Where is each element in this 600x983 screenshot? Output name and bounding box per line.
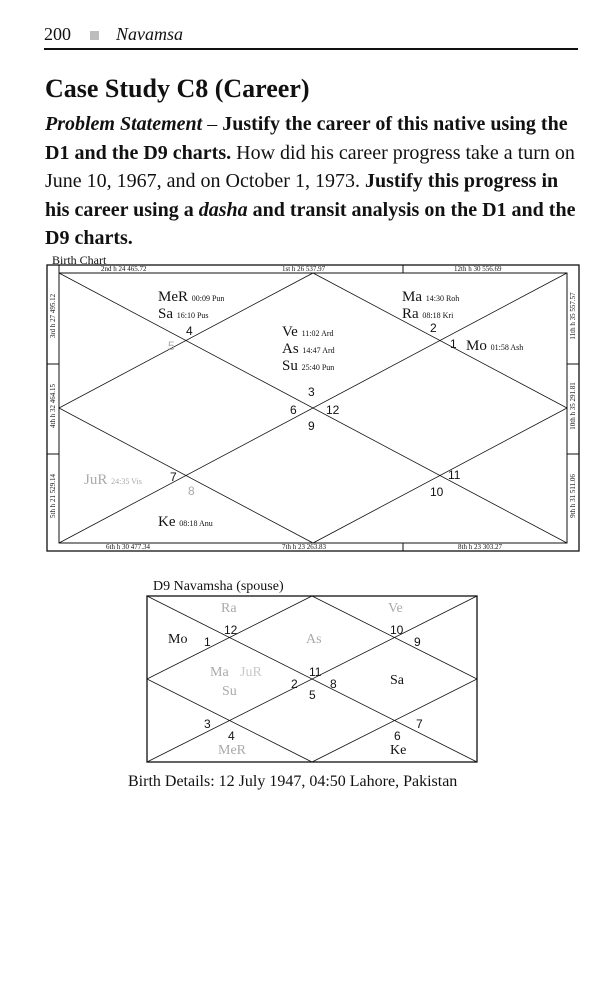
- planet-ascendant-d1: As 14:47 Ard: [282, 341, 335, 357]
- d9-house-number-4: 4: [228, 729, 235, 743]
- house-number-9: 9: [308, 419, 315, 433]
- border-10th-house: 10th h 35 291.81: [569, 382, 577, 430]
- birth-chart-label: Birth Chart: [52, 253, 107, 267]
- border-8th-house: 8th h 23 303.27: [458, 543, 502, 551]
- d9-chart-label: D9 Navamsha (spouse): [153, 579, 284, 594]
- border-11th-house: 11th h 35 557.57: [569, 292, 577, 340]
- d9-house-number-9: 9: [414, 635, 421, 649]
- house-number-12: 12: [326, 403, 340, 417]
- planet-rahu-d9: Ra: [221, 601, 237, 616]
- border-1st-house: 1st h 26 537.97: [282, 265, 326, 273]
- planet-mercury-d1: MeR 00:09 Pun: [158, 289, 225, 305]
- planet-saturn-d9: Sa: [390, 673, 404, 688]
- planet-venus-d1: Ve 11:02 Ard: [282, 324, 334, 340]
- problem-sentence-2: How did his career progress take a turn on June 10, 1967, and on October 1, 1973.: [45, 141, 575, 192]
- house-number-3: 3: [308, 385, 315, 399]
- border-7th-house: 7th h 23 263.83: [282, 543, 326, 551]
- birth-chart-lines: [46, 264, 580, 552]
- d9-house-number-1: 1: [204, 635, 211, 649]
- border-6th-house: 6th h 30 477.34: [106, 543, 150, 551]
- planet-ketu-d9: Ke: [390, 743, 407, 758]
- planet-mars-d1: Ma 14:30 Roh: [402, 289, 460, 305]
- d9-chart: [146, 595, 478, 763]
- d9-house-number-3: 3: [204, 717, 211, 731]
- d9-house-number-7: 7: [416, 717, 423, 731]
- house-number-11: 11: [448, 468, 461, 482]
- planet-rahu-d1: Ra 08:18 Kri: [402, 306, 454, 322]
- section-title: Navamsa: [116, 24, 183, 44]
- d9-house-number-2: 2: [291, 677, 298, 691]
- planet-moon-d9: Mo: [168, 632, 188, 647]
- planet-jupiter-d9: JuR: [240, 665, 262, 680]
- problem-sentence-1: Justify the career of this native using the D1 and the D9 charts.: [45, 113, 568, 164]
- border-5th-house: 5th h 21 529.14: [49, 474, 57, 518]
- house-number-2: 2: [430, 321, 437, 335]
- d9-house-number-6: 6: [394, 729, 401, 743]
- planet-moon-d1: Mo 01:58 Ash: [466, 338, 524, 354]
- birth-chart: [46, 264, 580, 552]
- d9-house-number-12: 12: [224, 623, 238, 637]
- d9-chart-lines: [146, 595, 478, 763]
- planet-sun-d1: Su 25:40 Pun: [282, 358, 335, 374]
- border-9th-house: 9th h 31 511.06: [569, 474, 577, 518]
- planet-saturn-d1: Sa 16:10 Pus: [158, 306, 209, 322]
- planet-mercury-d9: MeR: [218, 743, 246, 758]
- house-number-4: 4: [186, 324, 193, 338]
- problem-label: Problem Statement: [45, 113, 203, 135]
- border-2nd-house: 2nd h 24 465.72: [101, 265, 147, 273]
- d9-house-number-10: 10: [390, 623, 404, 637]
- house-number-8: 8: [188, 484, 195, 498]
- house-number-1: 1: [450, 337, 457, 351]
- planet-mars-d9: Ma: [210, 665, 229, 680]
- planet-jupiter-d1: JuR 24:35 Vis: [84, 472, 142, 488]
- planet-venus-d9: Ve: [388, 601, 403, 616]
- problem-sentence-3: Justify this progress in his career using a: [45, 170, 559, 221]
- border-12th-house: 12th h 30 556.69: [454, 265, 502, 273]
- house-number-7: 7: [170, 470, 177, 484]
- planet-ascendant-d9: As: [306, 632, 322, 647]
- problem-dash: –: [202, 113, 223, 135]
- d9-house-number-5: 5: [309, 688, 316, 702]
- page-header: [44, 24, 578, 50]
- page-number: 200: [44, 24, 71, 44]
- house-number-5: 5: [168, 339, 175, 353]
- house-number-10: 10: [430, 485, 444, 499]
- planet-ketu-d1: Ke 08:18 Anu: [158, 514, 213, 530]
- planet-sun-d9: Su: [222, 684, 237, 699]
- d9-house-number-8: 8: [330, 677, 337, 691]
- d9-house-number-11: 11: [309, 665, 322, 679]
- header-square-icon: [90, 31, 99, 40]
- case-study-title: Case Study C8 (Career): [45, 74, 310, 103]
- problem-sentence-4: and transit analysis on the D1 and the D9 charts.: [45, 198, 576, 249]
- house-number-6: 6: [290, 403, 297, 417]
- problem-dasha: dasha: [198, 198, 248, 221]
- border-4th-house: 4th h 32 464.15: [49, 384, 57, 428]
- birth-details: Birth Details: 12 July 1947, 04:50 Lahore, Pakistan: [128, 773, 458, 790]
- problem-statement: [45, 110, 585, 253]
- border-3rd-house: 3rd h 27 495.12: [49, 293, 57, 339]
